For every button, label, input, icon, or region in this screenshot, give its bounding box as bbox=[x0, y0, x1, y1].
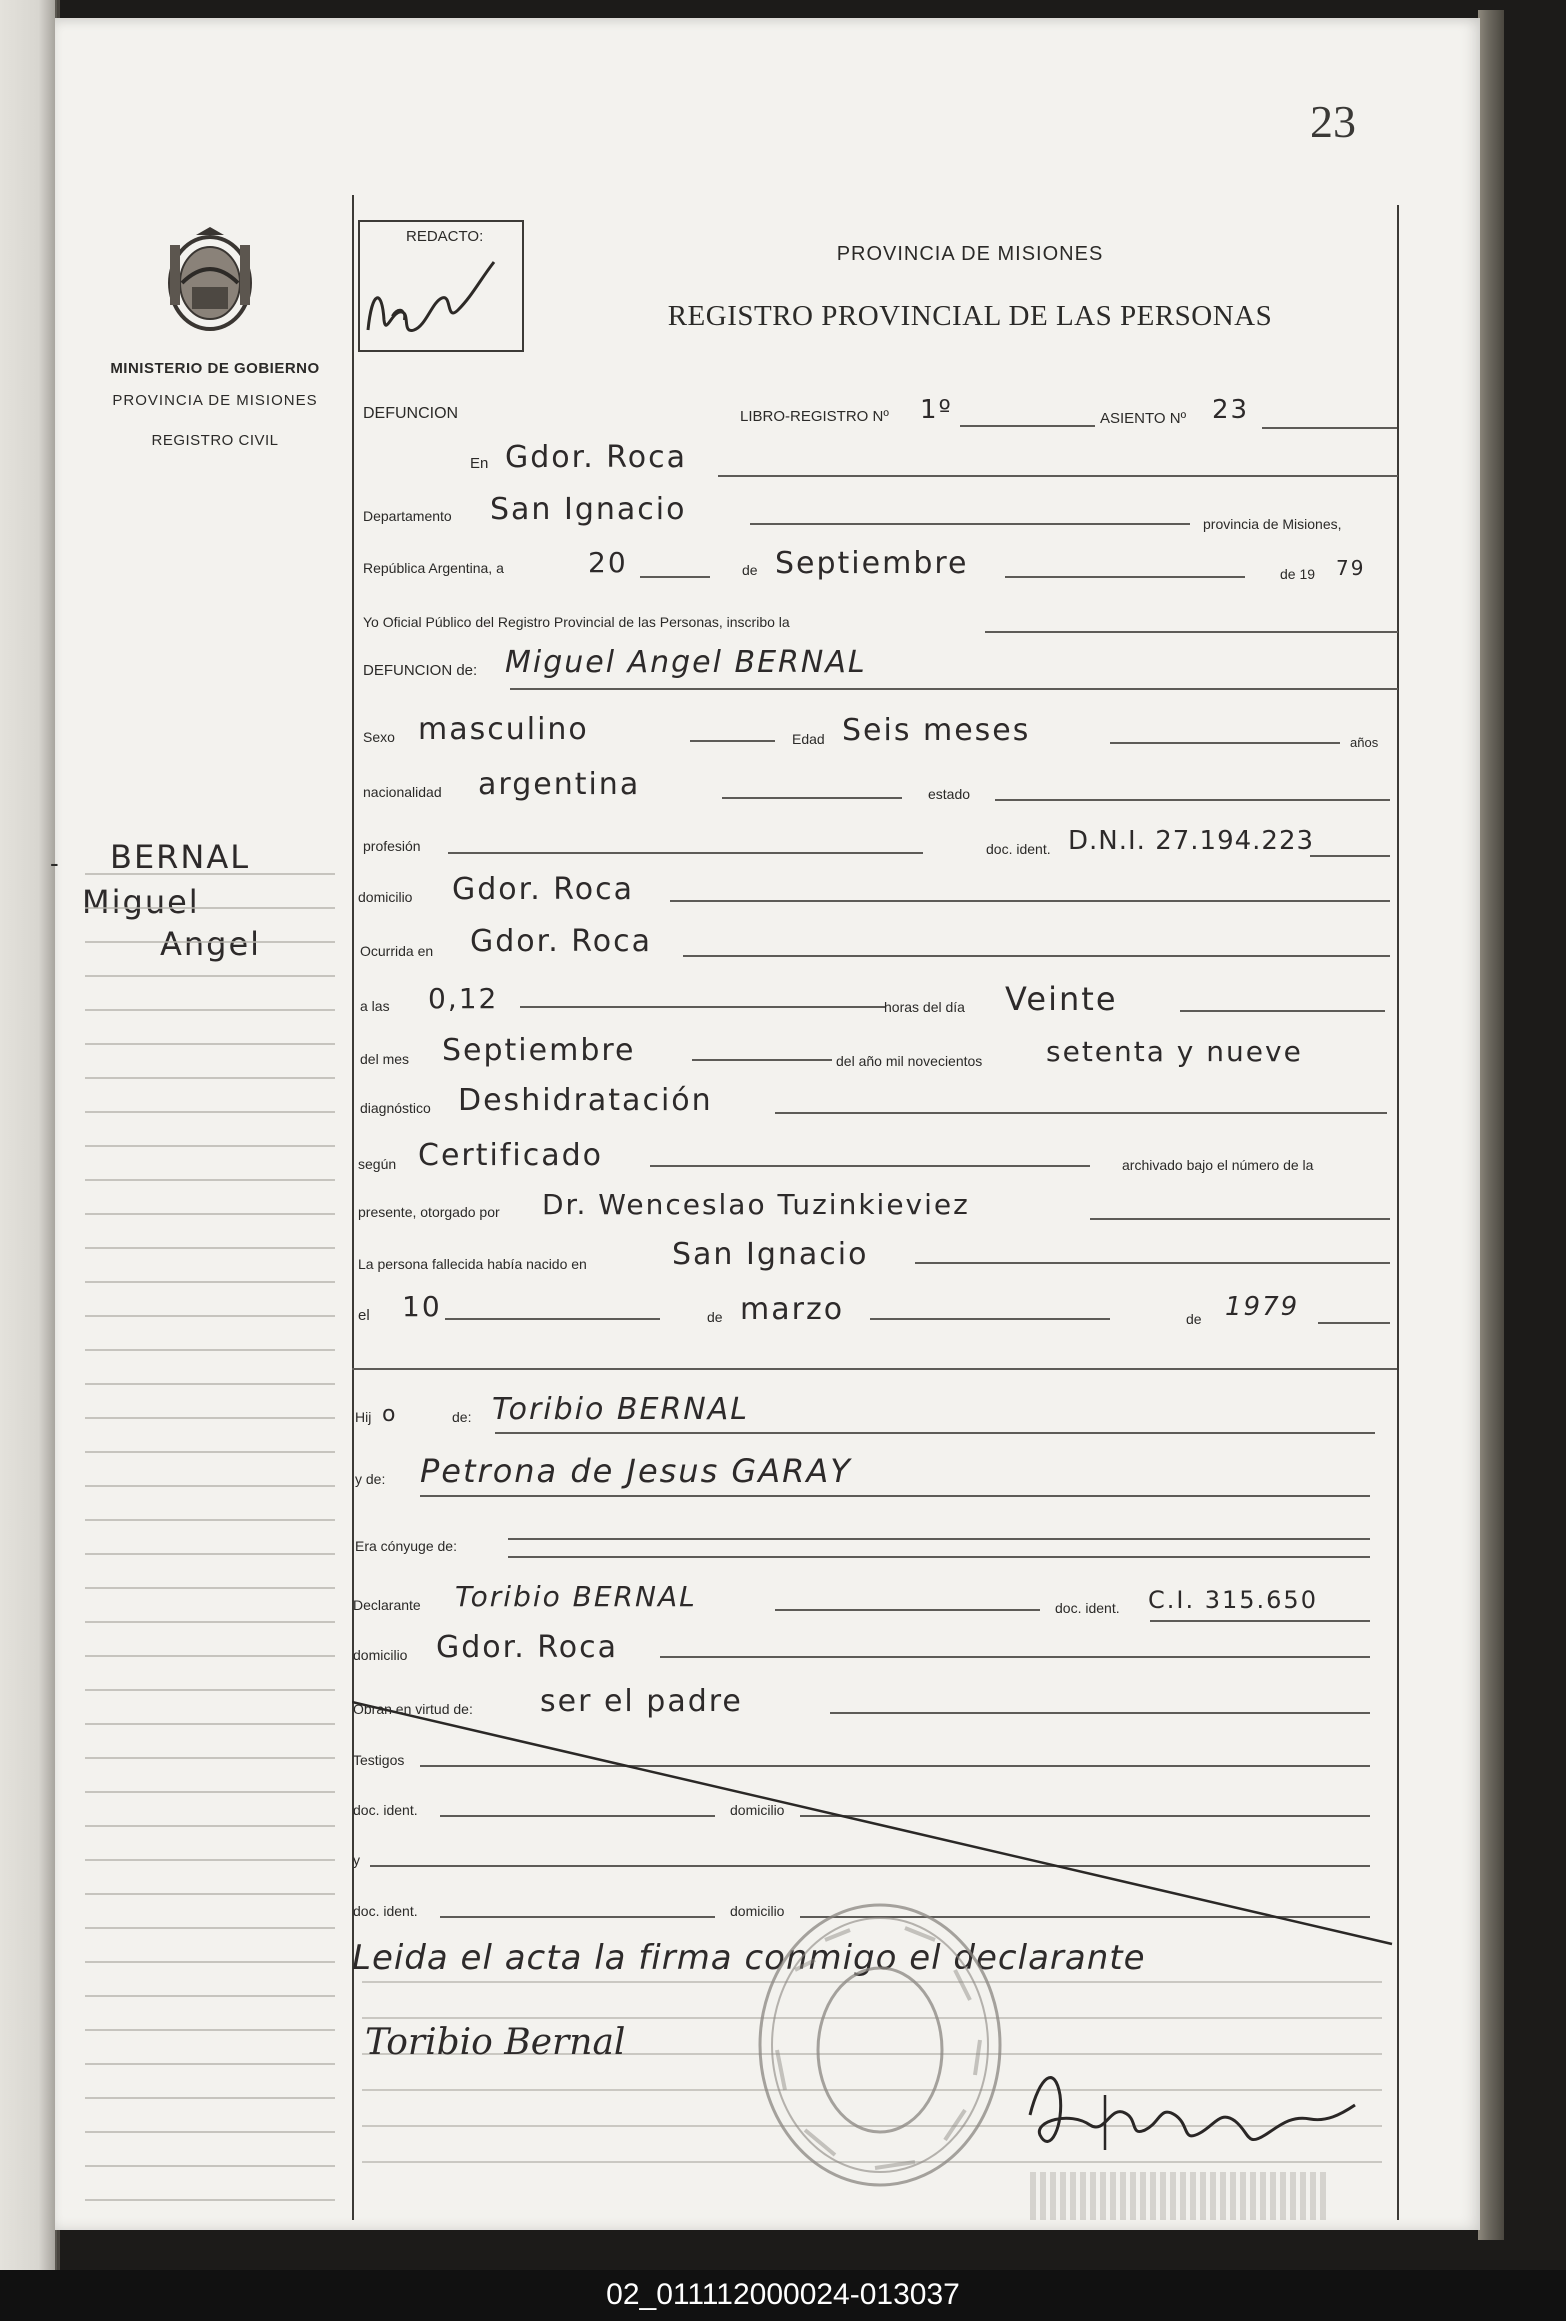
mes-muerte-value: Septiembre bbox=[442, 1033, 636, 1068]
margin-ruled-lines bbox=[85, 860, 335, 2210]
deceased-name-rule bbox=[510, 688, 1398, 690]
libro-label: LIBRO-REGISTRO Nº bbox=[740, 408, 889, 425]
form-right-border bbox=[1397, 205, 1399, 2220]
oficial-rule bbox=[985, 631, 1398, 633]
en-label: En bbox=[470, 455, 489, 472]
declarante-domicilio-label: domicilio bbox=[353, 1647, 408, 1663]
domicilio-rule bbox=[670, 900, 1390, 902]
testigo2-domicilio-label: domicilio bbox=[730, 1903, 785, 1919]
nac-el-label: el bbox=[358, 1307, 370, 1324]
padre-value: Toribio BERNAL bbox=[492, 1392, 749, 1427]
horas-del-dia-label: horas del día bbox=[884, 999, 965, 1015]
fecha-dia-value: 20 bbox=[588, 546, 628, 579]
sexo-rule bbox=[690, 740, 775, 742]
header-registry-title: REGISTRO PROVINCIAL DE LAS PERSONAS bbox=[667, 300, 1273, 332]
obran-value: ser el padre bbox=[540, 1684, 743, 1719]
segun-rule bbox=[650, 1165, 1090, 1167]
nacionalidad-value: argentina bbox=[478, 767, 641, 802]
footer-id: 02_011112000024-013037 bbox=[606, 2278, 960, 2311]
testigo2-doc-label: doc. ident. bbox=[353, 1903, 418, 1919]
del-mes-label: del mes bbox=[360, 1051, 410, 1067]
oficial-statement: Yo Oficial Público del Registro Provincial de las Personas, inscribo la bbox=[363, 614, 790, 630]
nac-ano-rule bbox=[1318, 1322, 1390, 1324]
estado-rule bbox=[995, 799, 1390, 801]
ministry-label: MINISTERIO DE GOBIERNO bbox=[110, 360, 320, 377]
fecha-year-label: de 19 bbox=[1280, 566, 1316, 582]
declarante-doc-rule bbox=[1150, 1620, 1370, 1622]
header-province: PROVINCIA DE MISIONES bbox=[836, 243, 1104, 265]
asiento-value: 23 bbox=[1212, 395, 1250, 425]
registro-civil-label: REGISTRO CIVIL bbox=[151, 432, 279, 449]
declarante-doc-value: C.I. 315.650 bbox=[1148, 1586, 1318, 1614]
padre-rule bbox=[495, 1432, 1375, 1434]
official-seal-stamp bbox=[755, 1900, 1005, 2190]
nacido-en-value: San Ignacio bbox=[672, 1237, 869, 1272]
nacionalidad-label: nacionalidad bbox=[363, 784, 442, 800]
nac-mes-rule bbox=[870, 1318, 1110, 1320]
fecha-de-year-label: de bbox=[1280, 566, 1296, 582]
madre-rule bbox=[420, 1495, 1370, 1497]
fecha-mes-rule bbox=[1005, 576, 1245, 578]
asiento-rule bbox=[1262, 427, 1397, 429]
nac-dia-rule bbox=[445, 1318, 660, 1320]
nac-de-label: de bbox=[707, 1309, 723, 1325]
departamento-rule bbox=[750, 523, 1190, 525]
declarante-signature: Toribio Bernal bbox=[365, 2022, 626, 2063]
conyuge-rule-2 bbox=[508, 1556, 1370, 1558]
conyuge-label: Era cónyuge de: bbox=[355, 1538, 457, 1554]
diagnostico-label: diagnóstico bbox=[360, 1100, 431, 1116]
testigo1-domicilio-label: domicilio bbox=[730, 1802, 785, 1818]
redacto-label: REDACTO: bbox=[406, 228, 484, 245]
segun-value: Certificado bbox=[418, 1138, 604, 1173]
defuncion-de-label: DEFUNCION de: bbox=[363, 662, 478, 679]
presente-label: presente, otorgado por bbox=[358, 1204, 500, 1220]
del-ano-label: del año mil novecientos bbox=[836, 1053, 983, 1069]
provincia-misiones-label: provincia de Misiones, bbox=[1203, 516, 1342, 532]
medico-value: Dr. Wenceslao Tuzinkieviez bbox=[542, 1188, 970, 1221]
domicilio-value: Gdor. Roca bbox=[452, 872, 635, 907]
margin-dash: - bbox=[50, 848, 59, 878]
section-divider bbox=[352, 1368, 1397, 1370]
libro-rule bbox=[960, 425, 1095, 427]
defuncion-label: DEFUNCION bbox=[363, 405, 459, 422]
margin-name-note: Miguel bbox=[82, 883, 200, 921]
departamento-label: Departamento bbox=[363, 508, 452, 524]
testigo2-y-label: y bbox=[353, 1852, 360, 1868]
estado-label: estado bbox=[928, 786, 971, 802]
ocurrida-rule bbox=[683, 955, 1390, 957]
asiento-label: ASIENTO Nº bbox=[1100, 410, 1187, 427]
edad-rule bbox=[1110, 742, 1340, 744]
left-page-strip bbox=[0, 0, 57, 2270]
profesion-label: profesión bbox=[363, 838, 421, 854]
en-value: Gdor. Roca bbox=[505, 440, 688, 475]
edad-label: Edad bbox=[792, 731, 825, 747]
declarante-domicilio-rule bbox=[660, 1656, 1370, 1658]
fecha-de-label: de bbox=[742, 562, 758, 578]
testigo1-doc-label: doc. ident. bbox=[353, 1802, 418, 1818]
anos-label: años bbox=[1350, 735, 1379, 750]
nacido-en-rule bbox=[915, 1262, 1390, 1264]
medico-rule bbox=[1090, 1218, 1390, 1220]
nac-mes-value: marzo bbox=[740, 1292, 845, 1327]
nacionalidad-rule bbox=[722, 797, 902, 799]
en-rule bbox=[718, 475, 1398, 477]
testigos-label: Testigos bbox=[353, 1752, 405, 1768]
madre-value: Petrona de Jesus GARAY bbox=[420, 1452, 852, 1490]
doc-ident-rule bbox=[1310, 855, 1390, 857]
fecha-dia-rule bbox=[640, 576, 710, 578]
dia-letras-value: Veinte bbox=[1005, 980, 1118, 1018]
margin-name-note-2: Angel bbox=[160, 925, 262, 963]
deceased-name-value: Miguel Angel BERNAL bbox=[505, 645, 867, 680]
declarante-value: Toribio BERNAL bbox=[455, 1580, 697, 1613]
mes-muerte-rule bbox=[692, 1059, 832, 1061]
segun-label: según bbox=[358, 1156, 397, 1172]
declarante-rule bbox=[775, 1609, 1040, 1611]
coat-of-arms-emblem bbox=[162, 225, 258, 335]
ocurrida-label: Ocurrida en bbox=[360, 943, 434, 959]
republica-label: República Argentina, a bbox=[363, 560, 504, 576]
nac-de-ano-label: de bbox=[1186, 1311, 1202, 1327]
dia-letras-rule bbox=[1180, 1010, 1385, 1012]
ano-letras-value: setenta y nueve bbox=[1046, 1035, 1303, 1068]
departamento-value: San Ignacio bbox=[490, 492, 687, 527]
hora-rule bbox=[520, 1006, 885, 1008]
doc-ident-label: doc. ident. bbox=[986, 841, 1051, 857]
declarante-doc-label: doc. ident. bbox=[1055, 1600, 1120, 1616]
declarante-domicilio-value: Gdor. Roca bbox=[436, 1630, 619, 1665]
profesion-rule bbox=[448, 852, 923, 854]
fecha-mes-value: Septiembre bbox=[775, 546, 969, 581]
sexo-label: Sexo bbox=[363, 729, 395, 745]
doc-ident-value: D.N.I. 27.194.223 bbox=[1068, 826, 1315, 856]
archivado-label: archivado bajo el número de la bbox=[1122, 1157, 1314, 1173]
margin-surname-note: BERNAL bbox=[110, 838, 251, 876]
conyuge-rule bbox=[508, 1538, 1370, 1540]
nac-dia-value: 10 bbox=[402, 1290, 442, 1323]
fecha-year-value: 79 bbox=[1336, 556, 1366, 580]
redacto-initials-signature bbox=[362, 250, 512, 345]
libro-value: 1º bbox=[920, 395, 953, 425]
official-signature bbox=[1010, 2055, 1370, 2175]
nacido-en-label: La persona fallecida había nacido en bbox=[358, 1256, 587, 1272]
hij-label: Hij bbox=[355, 1409, 372, 1425]
a-las-label: a las bbox=[360, 998, 390, 1014]
margin-province-label: PROVINCIA DE MISIONES bbox=[112, 392, 318, 409]
closing-statement: Leida el acta la firma conmigo el declarante bbox=[352, 1938, 1146, 1978]
madre-de-label: y de: bbox=[355, 1471, 386, 1487]
diagnostico-rule bbox=[775, 1112, 1387, 1114]
nac-ano-value: 1979 bbox=[1225, 1292, 1300, 1322]
ocurrida-value: Gdor. Roca bbox=[470, 924, 653, 959]
edad-value: Seis meses bbox=[842, 713, 1031, 748]
page-number: 23 bbox=[1310, 96, 1356, 147]
padre-de-label: de: bbox=[452, 1409, 472, 1425]
hora-value: 0,12 bbox=[428, 982, 499, 1015]
page-edge bbox=[1478, 10, 1504, 2240]
declarante-label: Declarante bbox=[353, 1597, 421, 1613]
diagnostico-value: Deshidratación bbox=[458, 1083, 713, 1118]
hij-suffix: o bbox=[382, 1402, 398, 1427]
domicilio-label: domicilio bbox=[358, 889, 413, 905]
official-name-stamp bbox=[1030, 2172, 1330, 2220]
obran-label: Obran en virtud de: bbox=[353, 1701, 473, 1717]
sexo-value: masculino bbox=[418, 712, 589, 747]
